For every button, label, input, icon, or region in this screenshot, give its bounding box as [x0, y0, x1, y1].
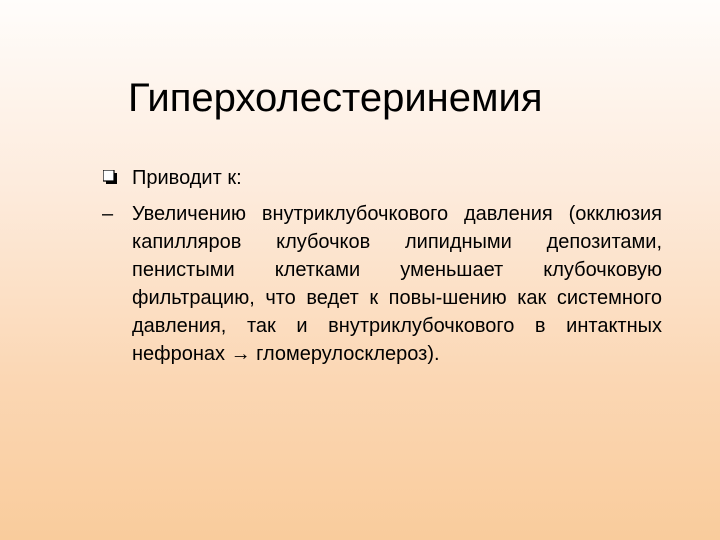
bullet-text: Приводит к: — [132, 167, 242, 189]
slide-title: Гиперхолестеринемия — [128, 76, 543, 120]
bullet-text: Увеличению внутриклубочкового давления (окклюзия капилляров клубочков липидными депозитами, пенистыми клетками уменьшает клубочковую фильтрацию, что ведет к повы-шению как системного давления, так и внутриклубочкового в интактных нефронах → гломерулосклероз). — [132, 203, 662, 365]
checkbox-icon — [103, 170, 117, 184]
dash-icon: – — [102, 203, 114, 225]
bullet-marker — [102, 164, 122, 192]
bullet-marker — [102, 200, 122, 228]
